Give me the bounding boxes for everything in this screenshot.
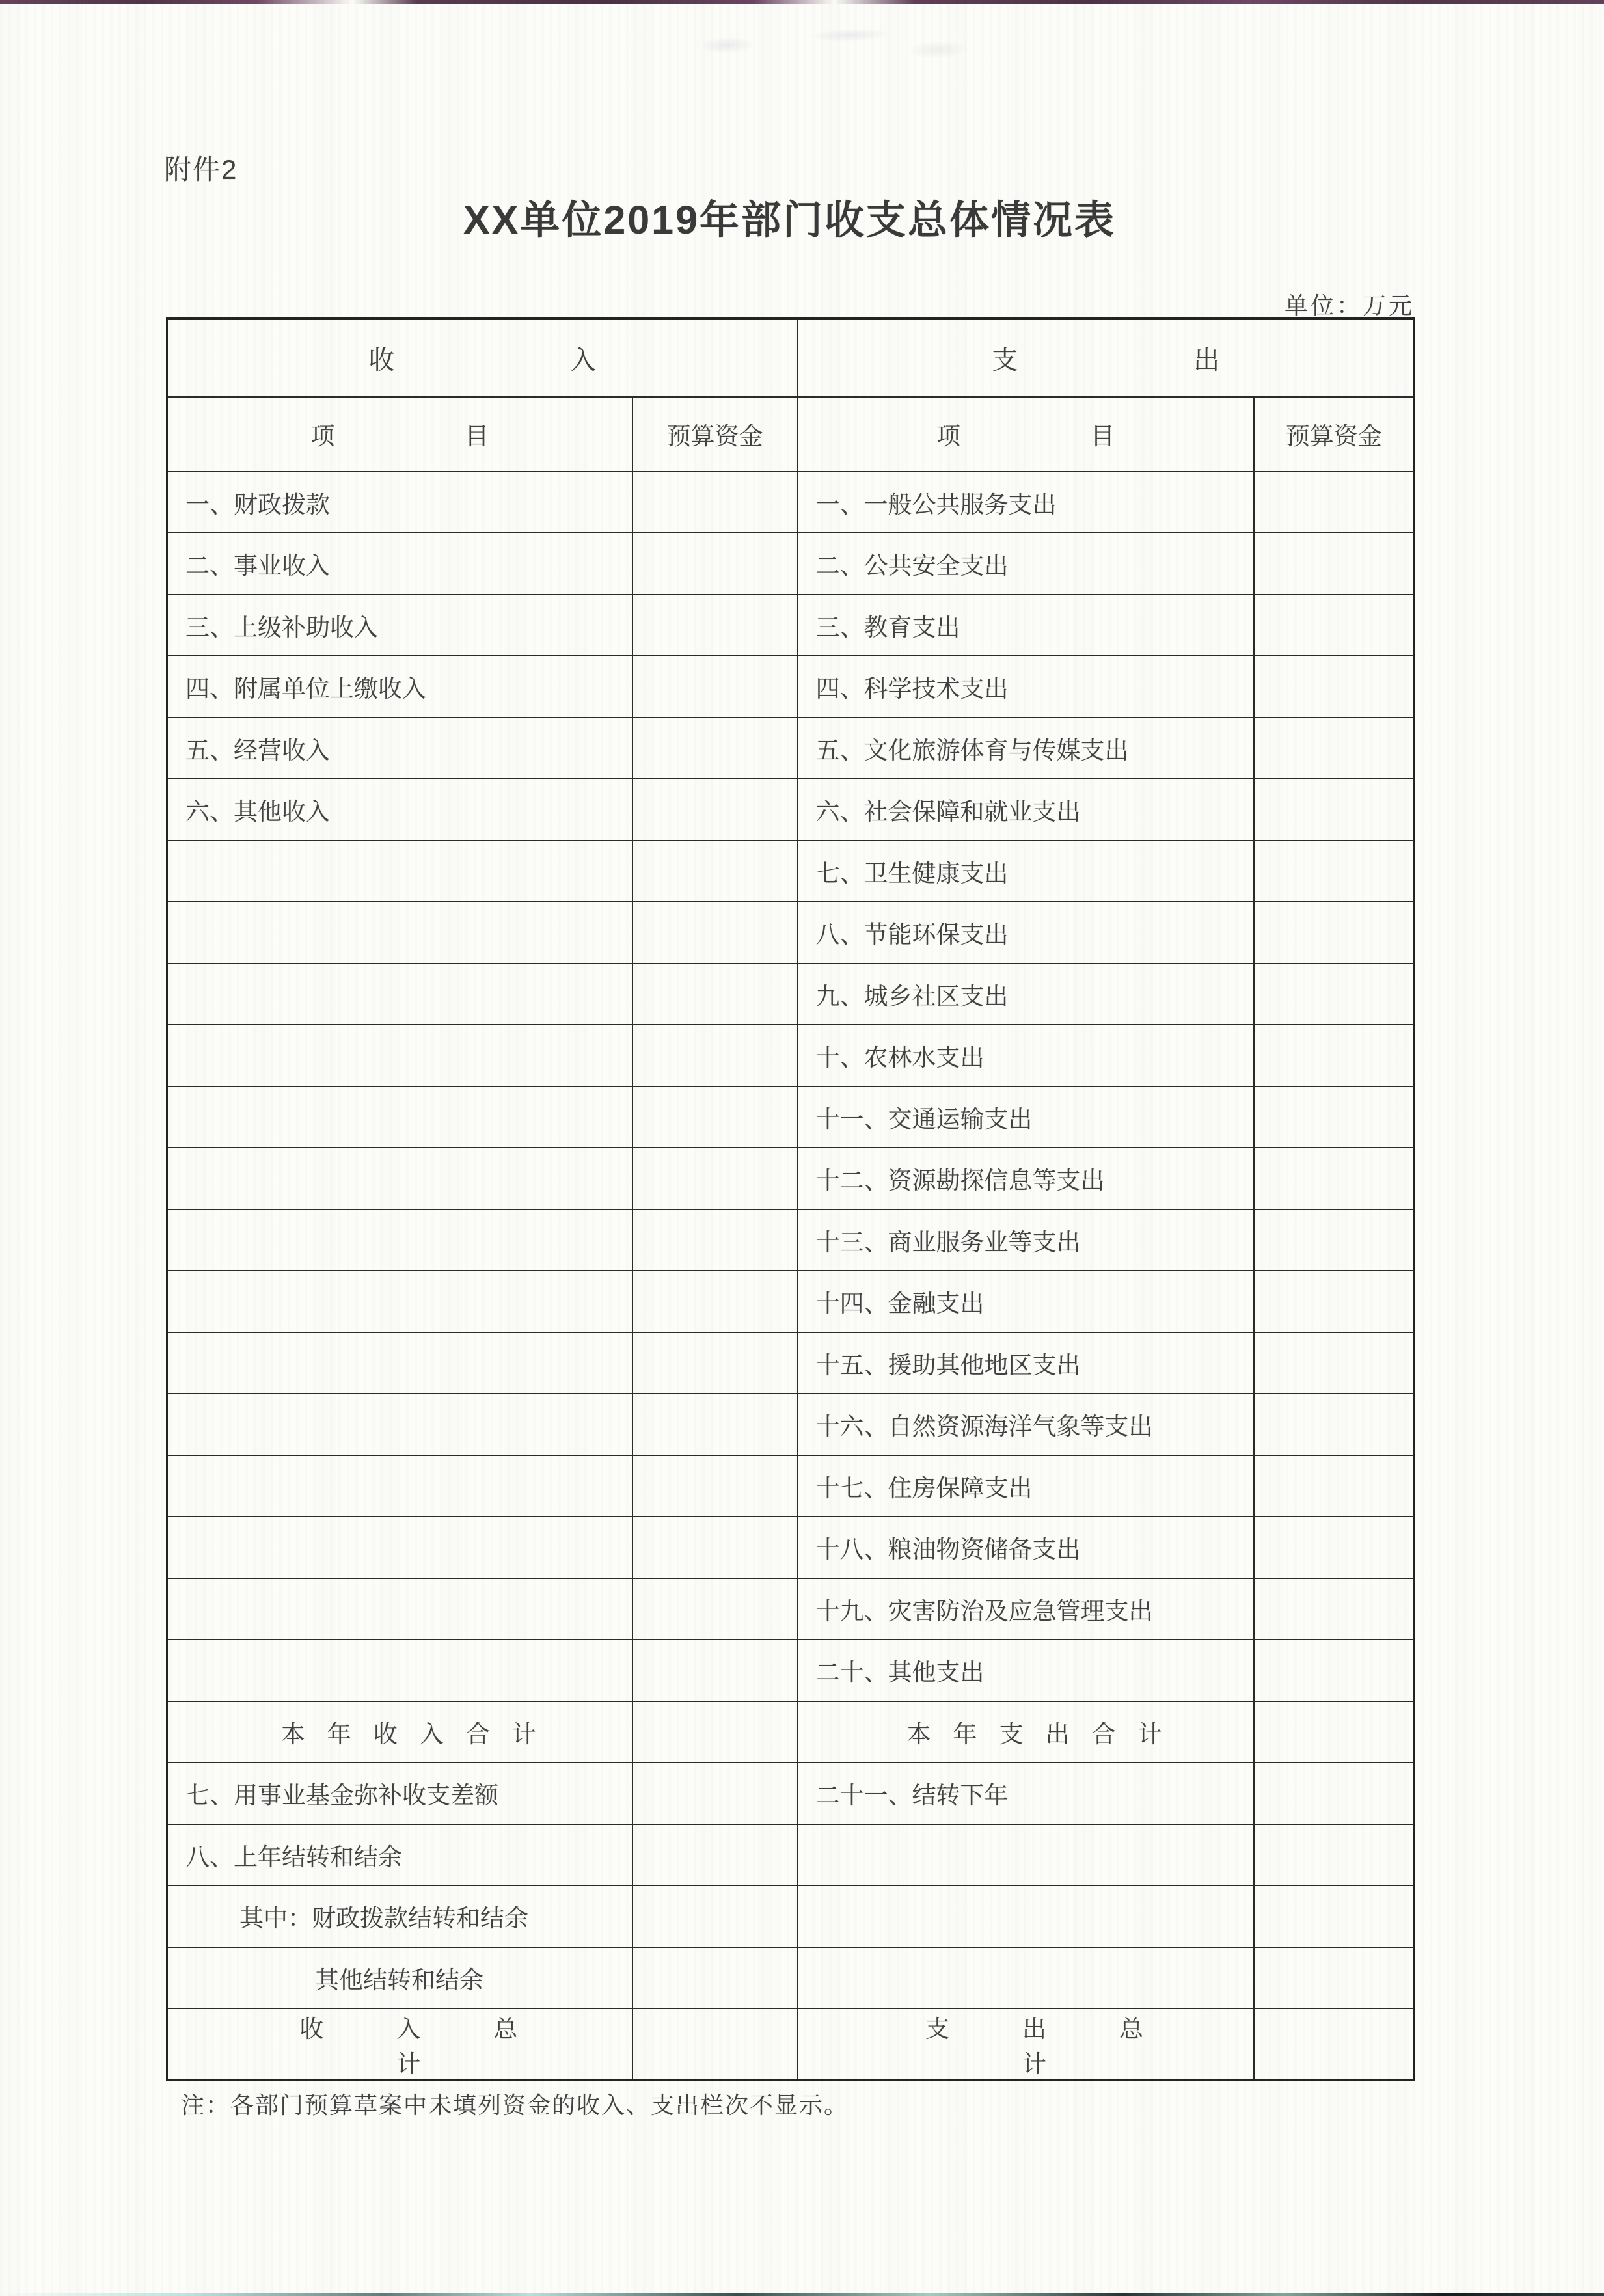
expense-item-cell: 五、文化旅游体育与传媒支出 xyxy=(798,718,1254,779)
table-body xyxy=(167,472,1415,2081)
section-header-row xyxy=(167,319,1415,397)
expense-item-cell xyxy=(798,1885,1254,1947)
income-item-cell: 八、上年结转和结余 xyxy=(167,1824,632,1886)
income-budget-cell xyxy=(632,2008,798,2081)
expense-budget-cell xyxy=(1254,1455,1415,1517)
income-budget-cell xyxy=(632,1148,798,1209)
expense-budget-cell xyxy=(1254,595,1415,656)
income-item-cell xyxy=(167,841,632,902)
income-item-cell xyxy=(167,902,632,964)
expense-budget-cell xyxy=(1254,841,1415,902)
income-section-header xyxy=(167,319,798,397)
income-budget-cell xyxy=(632,902,798,964)
income-item-cell xyxy=(167,1578,632,1640)
table-row xyxy=(167,779,1415,841)
expense-item-cell: 四、科学技术支出 xyxy=(798,656,1254,718)
page-title: XX单位2019年部门收支总体情况表 xyxy=(463,198,1117,242)
expense-item-cell xyxy=(798,1824,1254,1886)
expense-section-char: 出 xyxy=(1193,345,1220,375)
footnote: 注：各部门预算草案中未填列资金的收入、支出栏次不显示。 xyxy=(181,2092,849,2118)
income-budget-cell xyxy=(632,1517,798,1578)
expense-item-cell: 三、教育支出 xyxy=(798,595,1254,656)
expense-item-cell: 十三、商业服务业等支出 xyxy=(798,1209,1254,1271)
income-item-cell: 六、其他收入 xyxy=(167,779,632,841)
income-item-cell: 七、用事业基金弥补收支差额 xyxy=(167,1763,632,1824)
income-budget-cell xyxy=(632,1271,798,1332)
income-budget-cell xyxy=(632,1701,798,1763)
expense-item-cell: 支出总计 xyxy=(798,2008,1254,2081)
income-budget-cell xyxy=(632,1763,798,1824)
income-item-cell xyxy=(167,1148,632,1209)
income-item-cell xyxy=(167,1394,632,1455)
expense-item-cell: 六、社会保障和就业支出 xyxy=(798,779,1254,841)
income-item-cell xyxy=(167,1025,632,1087)
expense-budget-cell xyxy=(1254,1947,1415,2009)
income-item-cell: 三、上级补助收入 xyxy=(167,595,632,656)
income-budget-cell xyxy=(632,1025,798,1087)
table-row xyxy=(167,902,1415,964)
expense-budget-cell xyxy=(1254,1209,1415,1271)
income-budget-cell xyxy=(632,595,798,656)
income-budget-cell xyxy=(632,779,798,841)
unit-label: 单位：万元 xyxy=(1284,292,1415,319)
item-header-char: 项 xyxy=(936,423,960,450)
table-row xyxy=(167,1947,1415,2009)
income-budget-header: 预算资金 xyxy=(632,397,798,472)
table-row xyxy=(167,718,1415,779)
expense-item-cell: 九、城乡社区支出 xyxy=(798,964,1254,1025)
expense-budget-cell xyxy=(1254,964,1415,1025)
expense-budget-cell xyxy=(1254,1763,1415,1824)
expense-item-cell: 十六、自然资源海洋气象等支出 xyxy=(798,1394,1254,1455)
income-item-cell: 收入总计 xyxy=(167,2008,632,2081)
table-row xyxy=(167,1148,1415,1209)
column-header-row xyxy=(167,397,1415,472)
table-row xyxy=(167,1701,1415,1763)
expense-budget-cell xyxy=(1254,902,1415,964)
expense-section-header xyxy=(798,319,1415,397)
expense-budget-cell xyxy=(1254,472,1415,533)
scan-artifact-bottom-edge xyxy=(0,2293,1604,2296)
expense-budget-cell xyxy=(1254,779,1415,841)
expense-budget-cell xyxy=(1254,1148,1415,1209)
income-item-cell: 一、财政拨款 xyxy=(167,472,632,533)
expense-budget-cell xyxy=(1254,2008,1415,2081)
income-budget-cell xyxy=(632,533,798,595)
expense-section-char: 支 xyxy=(992,345,1018,375)
table-row xyxy=(167,656,1415,718)
expense-item-cell: 十八、粮油物资储备支出 xyxy=(798,1517,1254,1578)
table-row xyxy=(167,1640,1415,1701)
expense-budget-cell xyxy=(1254,718,1415,779)
income-budget-cell xyxy=(632,1885,798,1947)
table-row xyxy=(167,1517,1415,1578)
expense-budget-cell xyxy=(1254,1394,1415,1455)
expense-budget-cell xyxy=(1254,1885,1415,1947)
expense-item-cell: 七、卫生健康支出 xyxy=(798,841,1254,902)
expense-item-cell: 十七、住房保障支出 xyxy=(798,1455,1254,1517)
income-item-cell xyxy=(167,1271,632,1332)
expense-item-header xyxy=(798,397,1254,472)
expense-budget-cell xyxy=(1254,1517,1415,1578)
expense-item-cell: 二十、其他支出 xyxy=(798,1640,1254,1701)
table-row xyxy=(167,1025,1415,1087)
item-header-char: 目 xyxy=(465,423,489,450)
table-row xyxy=(167,1885,1415,1947)
income-budget-cell xyxy=(632,1824,798,1886)
income-budget-cell xyxy=(632,964,798,1025)
income-item-cell xyxy=(167,964,632,1025)
item-header-char: 项 xyxy=(310,423,335,450)
expense-budget-cell xyxy=(1254,1701,1415,1763)
expense-item-cell: 一、一般公共服务支出 xyxy=(798,472,1254,533)
income-item-cell xyxy=(167,1640,632,1701)
expense-budget-cell xyxy=(1254,533,1415,595)
table-row xyxy=(167,2008,1415,2081)
expense-budget-cell xyxy=(1254,1271,1415,1332)
budget-table xyxy=(166,317,1415,2081)
income-budget-cell xyxy=(632,1947,798,2009)
income-item-cell xyxy=(167,1087,632,1148)
income-item-cell xyxy=(167,1517,632,1578)
table-row xyxy=(167,472,1415,533)
table-row xyxy=(167,1209,1415,1271)
expense-budget-header: 预算资金 xyxy=(1254,397,1415,472)
expense-budget-cell xyxy=(1254,1824,1415,1886)
expense-item-cell: 十四、金融支出 xyxy=(798,1271,1254,1332)
expense-item-cell: 十五、援助其他地区支出 xyxy=(798,1332,1254,1394)
income-budget-cell xyxy=(632,718,798,779)
table-row xyxy=(167,1578,1415,1640)
income-budget-cell xyxy=(632,656,798,718)
scan-artifact-smudge xyxy=(657,12,1010,83)
expense-budget-cell xyxy=(1254,1025,1415,1087)
income-budget-cell xyxy=(632,1640,798,1701)
scan-artifact-top-edge xyxy=(0,0,1604,4)
income-item-cell: 本年收入合计 xyxy=(167,1701,632,1763)
table-row xyxy=(167,1763,1415,1824)
income-section-char: 收 xyxy=(368,345,395,375)
expense-item-cell: 十二、资源勘探信息等支出 xyxy=(798,1148,1254,1209)
expense-item-cell: 二、公共安全支出 xyxy=(798,533,1254,595)
table-row xyxy=(167,841,1415,902)
income-budget-cell xyxy=(632,1394,798,1455)
expense-budget-cell xyxy=(1254,1332,1415,1394)
expense-item-cell xyxy=(798,1947,1254,2009)
income-item-cell: 五、经营收入 xyxy=(167,718,632,779)
income-item-cell: 其他结转和结余 xyxy=(167,1947,632,2009)
income-budget-cell xyxy=(632,1332,798,1394)
table-row xyxy=(167,595,1415,656)
income-item-cell xyxy=(167,1332,632,1394)
income-budget-cell xyxy=(632,1209,798,1271)
item-header-char: 目 xyxy=(1091,423,1115,450)
expense-item-cell: 八、节能环保支出 xyxy=(798,902,1254,964)
income-section-char: 入 xyxy=(570,345,597,375)
table-row xyxy=(167,1332,1415,1394)
expense-budget-cell xyxy=(1254,1640,1415,1701)
expense-item-cell: 本年支出合计 xyxy=(798,1701,1254,1763)
income-item-cell xyxy=(167,1209,632,1271)
income-item-header xyxy=(167,397,632,472)
expense-item-cell: 二十一、结转下年 xyxy=(798,1763,1254,1824)
income-budget-cell xyxy=(632,1087,798,1148)
expense-item-cell: 十、农林水支出 xyxy=(798,1025,1254,1087)
table-row xyxy=(167,1087,1415,1148)
table-row xyxy=(167,964,1415,1025)
income-item-cell: 其中：财政拨款结转和结余 xyxy=(167,1885,632,1947)
expense-budget-cell xyxy=(1254,1578,1415,1640)
income-budget-cell xyxy=(632,472,798,533)
income-budget-cell xyxy=(632,1578,798,1640)
income-budget-cell xyxy=(632,1455,798,1517)
expense-budget-cell xyxy=(1254,1087,1415,1148)
expense-item-cell: 十九、灾害防治及应急管理支出 xyxy=(798,1578,1254,1640)
expense-budget-cell xyxy=(1254,656,1415,718)
expense-item-cell: 十一、交通运输支出 xyxy=(798,1087,1254,1148)
income-item-cell: 四、附属单位上缴收入 xyxy=(167,656,632,718)
income-budget-cell xyxy=(632,841,798,902)
income-item-cell xyxy=(167,1455,632,1517)
table-row xyxy=(167,533,1415,595)
table-row xyxy=(167,1271,1415,1332)
income-item-cell: 二、事业收入 xyxy=(167,533,632,595)
table-row xyxy=(167,1824,1415,1886)
table-row xyxy=(167,1455,1415,1517)
attachment-label: 附件2 xyxy=(164,154,238,185)
table-row xyxy=(167,1394,1415,1455)
